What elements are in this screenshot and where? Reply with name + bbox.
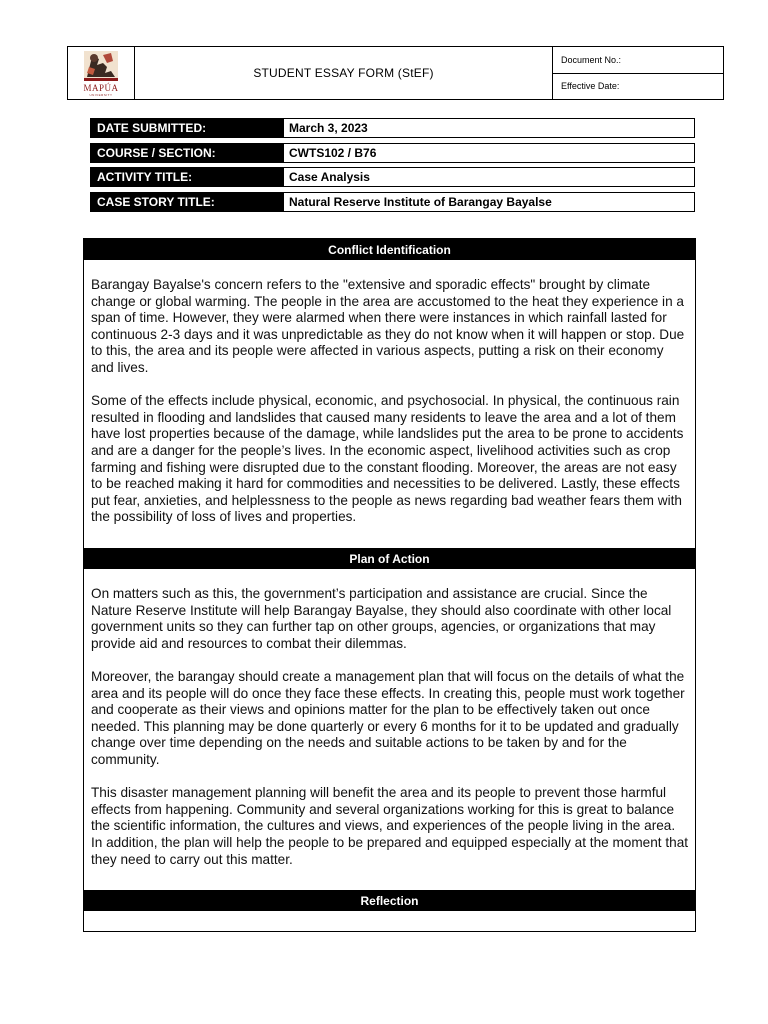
essay-content-box	[83, 238, 696, 932]
effective-date-label: Effective Date:	[553, 73, 723, 100]
paragraph: Barangay Bayalse's concern refers to the "extensive and sporadic effects" brought by climate change or global warming. The people in the area are accustomed to the heat they experience in a span of time. However, they were alarmed when there were instances in which rainfall lasted for continuous 2-3 days and it was unpredictable as they do not know when it will happen or stop. Due to this, the area and its people were affected in various aspects, putting a risk on their economy and lives.	[91, 277, 685, 375]
section-header-plan: Plan of Action	[84, 548, 695, 569]
form-title: STUDENT ESSAY FORM (StEF)	[135, 47, 553, 99]
info-label: DATE SUBMITTED:	[90, 118, 283, 138]
university-logo	[68, 47, 135, 99]
paragraph: This disaster management planning will benefit the area and its people to prevent those harmful effects from happening. Community and several organizations working for this is great to balance the scientific information, the cultures and views, and experiences of the people living in the area. In addition, the plan will help the people to be prepared and equipped especially at the moment that they need to carry out this matter.	[91, 785, 689, 867]
info-label: CASE STORY TITLE:	[90, 192, 283, 212]
logo-subtext: UNIVERSITY	[89, 93, 113, 97]
info-label: COURSE / SECTION:	[90, 143, 283, 163]
paragraph: Moreover, the barangay should create a management plan that will focus on the details of what the area and its people will do once they face these effects. In creating this, people must work together and cooperate as their views and opinions matter for the plan to be effectively taken out once needed. This planning may be done quarterly or every 6 months for it to be updated and gradually change over time depending on the needs and suitable actions to be taken by and for the community.	[91, 668, 685, 767]
info-value: Natural Reserve Institute of Barangay Bayalse	[283, 192, 695, 212]
form-header	[67, 46, 724, 100]
section-header-reflection: Reflection	[84, 890, 695, 911]
info-row-activity	[90, 167, 695, 187]
info-value: Case Analysis	[283, 167, 695, 187]
logo-text: MAPÚA	[83, 83, 119, 93]
section-body-conflict	[91, 277, 689, 526]
section-body-plan	[91, 586, 689, 868]
info-row-case-story	[90, 192, 695, 212]
paragraph: Some of the effects include physical, economic, and psychosocial. In physical, the continuous rain resulted in flooding and landslides that caused many residents to leave the area and a lot of them have lost properties because of the damage, while landslides put the area to be prone to accidents and are a danger for the people’s lives. In the economic aspect, livelihood activities such as crop farming and fishing were disrupted due to the constant flooding. Moreover, the areas are not easy to be reached making it hard for commodities and necessities to be delivered. Lastly, these effects put fear, anxieties, and helplessness to the people as news regarding bad weather fears them with the possibility of loss of lives and properties.	[91, 393, 684, 525]
info-value: March 3, 2023	[283, 118, 695, 138]
info-label: ACTIVITY TITLE:	[90, 167, 283, 187]
info-row-date	[90, 118, 695, 138]
info-value: CWTS102 / B76	[283, 143, 695, 163]
submission-info-table	[90, 118, 695, 216]
info-row-course	[90, 143, 695, 163]
section-header-conflict: Conflict Identification	[84, 239, 695, 260]
seal-icon	[81, 49, 121, 83]
document-meta	[553, 47, 723, 99]
paragraph: On matters such as this, the government’s participation and assistance are crucial. Since the Nature Reserve Institute will help Barangay Bayalse, they should also coordinate with other local government units so they can further tap on other groups, agencies, or organizations that may provide aid and resources to combat their dilemmas.	[91, 586, 672, 651]
document-no-label: Document No.:	[561, 54, 622, 65]
